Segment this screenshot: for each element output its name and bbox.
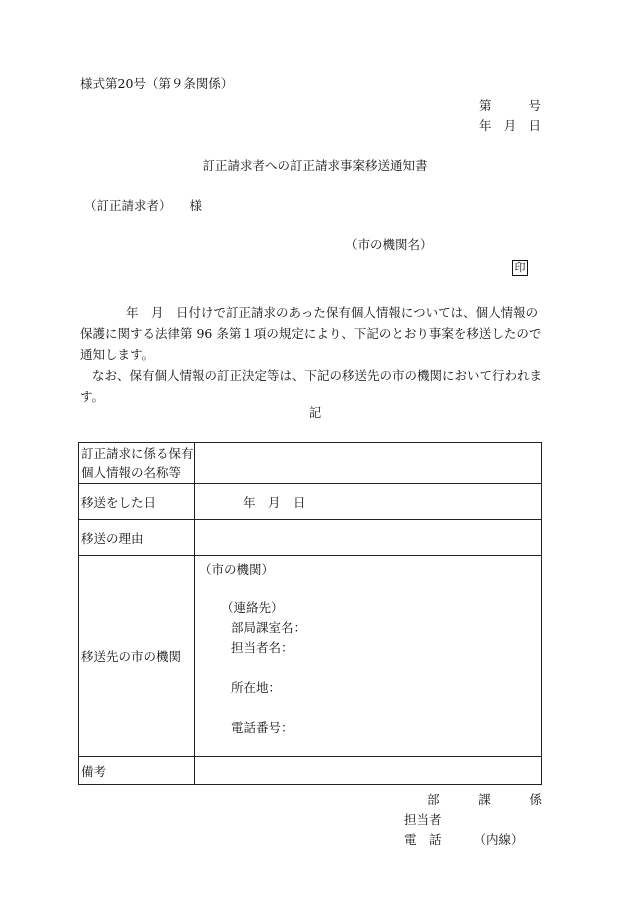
document-title: 訂正請求者への訂正請求事案移送通知書 xyxy=(202,158,428,173)
table-row xyxy=(79,443,542,484)
sender-agency: （市の機関名） xyxy=(345,237,433,252)
row-label-destination: 移送先の市の機関 xyxy=(79,556,195,757)
footer-phone: 電 話 xyxy=(404,832,442,847)
footer-person: 担当者 xyxy=(404,812,442,827)
doc-number-dai: 第 xyxy=(479,98,492,113)
row-value-transfer-date: 年 月 日 xyxy=(195,484,542,520)
addressee-honorific: 様 xyxy=(189,198,203,213)
body-text xyxy=(80,302,550,407)
body-paragraph-2: なお、保有個人情報の訂正決定等は、下記の移送先の市の機関において行われます。 xyxy=(80,368,543,404)
footer-extension: （内線） xyxy=(473,832,524,847)
dest-contact: （連絡先） xyxy=(221,600,284,615)
footer-department-line xyxy=(427,790,542,808)
table-row xyxy=(79,520,542,556)
addressee xyxy=(84,196,202,214)
transfer-info-table xyxy=(78,442,542,785)
table-row xyxy=(79,484,542,520)
dest-agency: （市の機関） xyxy=(199,562,275,577)
row-label-transfer-date: 移送をした日 xyxy=(79,484,195,520)
document-number xyxy=(479,96,541,114)
dest-department: 部局課室名： xyxy=(231,620,307,635)
row-value-destination xyxy=(195,556,542,757)
row-label-transfer-reason: 移送の理由 xyxy=(79,520,195,556)
document-date xyxy=(479,116,541,134)
row-value-transfer-reason xyxy=(195,520,542,556)
ki-heading: 記 xyxy=(308,405,322,420)
table-row xyxy=(79,556,542,757)
dest-phone: 電話番号： xyxy=(231,720,294,735)
seal-stamp: 印 xyxy=(512,260,528,276)
date-year: 年 xyxy=(479,118,492,133)
footer-phone-line xyxy=(404,830,524,848)
date-month: 月 xyxy=(503,118,517,133)
date-day: 日 xyxy=(528,118,541,133)
footer-ka: 課 xyxy=(478,792,491,807)
dest-person: 担当者名： xyxy=(231,640,294,655)
addressee-name: （訂正請求者） xyxy=(84,198,172,213)
doc-number-go: 号 xyxy=(528,98,541,113)
table-row xyxy=(79,757,542,785)
row-label-remarks: 備考 xyxy=(79,757,195,785)
form-number: 様式第20号（第９条関係） xyxy=(80,76,234,91)
row-label-info-name: 訂正請求に係る保有個人情報の名称等 xyxy=(79,443,195,484)
row-value-remarks xyxy=(195,757,542,785)
row-value-info-name xyxy=(195,443,542,484)
footer-bu: 部 xyxy=(427,792,440,807)
dest-address: 所在地： xyxy=(231,680,282,695)
footer-kakari: 係 xyxy=(529,792,542,807)
body-paragraph-1: 年 月 日付けで訂正請求のあった保有個人情報については、個人情報の保護に関する法律第 96 条第１項の規定により、下記のとおり事案を移送したので通知します。 xyxy=(80,305,542,362)
